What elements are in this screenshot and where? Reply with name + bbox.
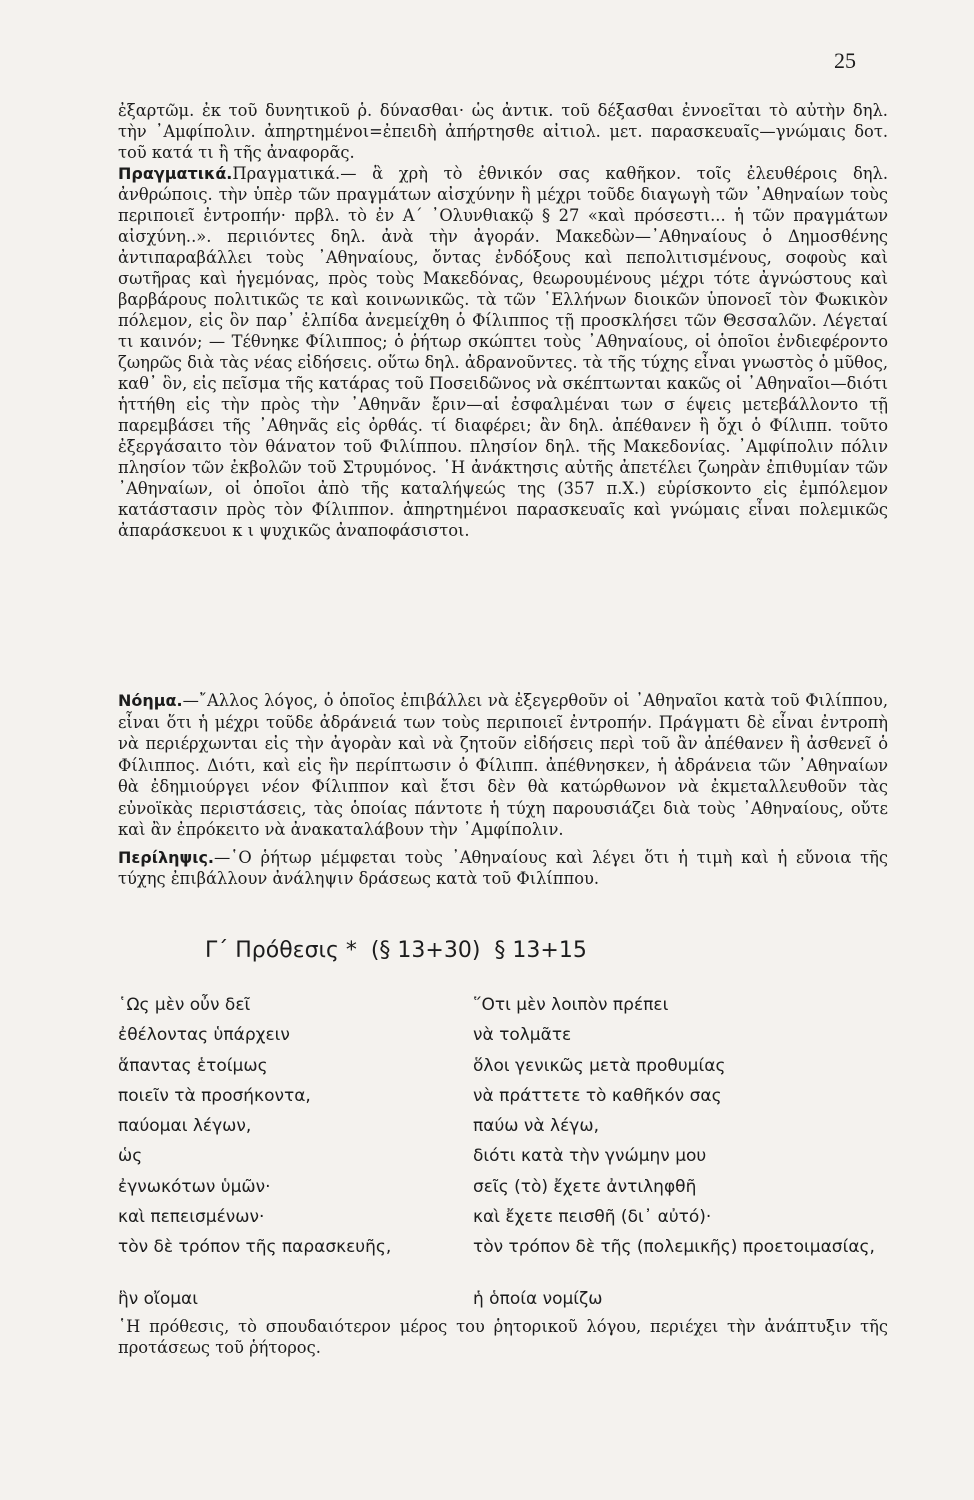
modern-text: παύω νὰ λέγω,: [473, 1116, 599, 1137]
noema-label: Νόημα.: [118, 691, 183, 710]
perilipsis-text: —῾Ο ῥήτωρ μέμφεται τοὺς ᾿Αθηναίους καὶ λέγει ὅτι ἡ τιμὴ καὶ ἡ εὔνοια τῆς τύχης ἐπιβάλλουν ἀνάληψιν δράσεως κατὰ τοῦ Φιλίππου.: [118, 847, 888, 888]
translation-row: [118, 1141, 908, 1171]
translation-row: [118, 1051, 908, 1081]
greek-text: καὶ πεπεισμένων·: [118, 1207, 265, 1228]
translation-table: [118, 990, 908, 1315]
section-heading: Γ΄ Πρόθεσις * (§ 13+30) § 13+15: [205, 938, 587, 963]
summary-section: [118, 690, 888, 896]
page-number: 25: [834, 48, 856, 73]
modern-text: σεῖς (τὸ) ἔχετε ἀντιληφθῆ: [473, 1176, 697, 1197]
notes-paragraph-1: ἐξαρτῶμ. ἐκ τοῦ δυνητικοῦ ῥ. δύνασθαι· ὡς ἀντικ. τοῦ δέξασθαι ἐννοεῖται τὸ αὐτὴν δηλ. τὴν ᾿Αμφίπολιν. ἀπηρτημένοι=ἐπειδὴ ἀπήρτησθε αἰτιολ. μετ. παρασκευαῖς—γνώμαις δοτ. τοῦ κατά τι ἢ τῆς ἀναφορᾶς.: [118, 101, 888, 162]
footnote: [118, 1316, 888, 1358]
commentary-notes: [118, 100, 888, 541]
modern-text: νὰ τολμᾶτε: [473, 1025, 572, 1046]
translation-row: [118, 1232, 908, 1284]
modern-text: καὶ ἔχετε πεισθῆ (δι᾿ αὐτό)·: [473, 1207, 712, 1228]
pragmatika-text: Πραγματικά.— ἃ χρὴ τὸ ἐθνικόν σας καθῆκον. τοῖς ἐλευθέροις δηλ. ἀνθρώποις. τὴν ὑπὲρ τῶν πραγμάτων αἰσχύνην ἢ μέχρι τοῦδε διαγωγὴ τῶν ᾿Αθηναίων τοὺς περιποιεῖ ἐντροπήν· πρβλ. τὸ ἐν Α΄ ᾿Ολυνθιακῷ § 27 «καὶ πρόσεστι... ἡ τῶν πραγμάτων αἰσχύνη..». περιιόντες δηλ. ἀνὰ τὴν ἀγοράν. Μακεδὼν—᾿Αθηναίους ὁ Δημοσθένης ἀντιπαραβάλλει τοὺς ᾿Αθηναίους, ὄντας ἐνδόξους καὶ πεπολιτισμένους, σοφοὺς καὶ σωτῆρας καὶ ἡγεμόνας, πρὸς τοὺς Μακεδόνας, θεωρουμένους μέχρι τότε ἀγνώστους καὶ βαρβάρους πολιτικῶς τε καὶ κοινωνικῶς. τὰ τῶν ῾Ελλήνων διοικῶν ὑπονοεῖ τὸν Φωκικὸν πόλεμον, εἰς ὃν παρ᾿ ἐλπίδα ἀνεμείχθη ὁ Φίλιππος τῇ προσκλήσει τῶν Θεσσαλῶν. Λέγεταί τι καινόν; — Τέθνηκε Φίλιππος; ὁ ῥήτωρ σκώπτει τοὺς ᾿Αθηναίους, οἱ ὁποῖοι ἐνδιεφέροντο ζωηρῶς διὰ τὰς νέας εἰδήσεις. οὕτω δηλ. ἀδρανοῦντες. τὰ τῆς τύχης εἶναι γνωστὸς ὁ μῦθος, καθ᾿ ὃν, εἰς πεῖσμα τῆς κατάρας τοῦ Ποσειδῶνος νὰ σκέπτωνται κακῶς οἱ ᾿Αθηναῖοι—διότι ἡττήθη εἰς τὴν πρὸς τὴν ᾿Αθηνᾶν ἔριν—αἱ ἐσφαλμέναι των σ έψεις μετεβάλλοντο τῇ παρεμβάσει τῆς ᾿Αθηνᾶς εἰς ὀρθάς. τί διαφέρει; ἂν δηλ. ἀπέθανεν ἢ ὄχι ὁ Φίλιππ. τοῦτο ἐξεργάσαιτο τὸν θάνατον τοῦ Φιλίππου. πλησίον δηλ. τῆς Μακεδονίας. ᾿Αμφίπολιν πόλιν πλησίον τῶν ἐκβολῶν τοῦ Στρυμόνος. ῾Η ἀνάκτησις αὐτῆς ἀπετέλει ζωηρὰν ἐπιθυμίαν τῶν ᾿Αθηναίων, οἱ ὁποῖοι ἀπὸ τῆς καταλήψεώς της (357 π.Χ.) εὑρίσκοντο εἰς ἐμπόλεμον κατάστασιν πρὸς τὸν Φίλιππον. ἀπηρτημένοι παρασκευαῖς καὶ γνώμαις εἶναι πολεμικῶς ἀπαράσκευοι κ ι ψυχικῶς ἀναποφάσιστοι.: [118, 164, 888, 540]
greek-text: ῾Ως μὲν οὖν δεῖ: [118, 995, 251, 1015]
translation-row: [118, 1111, 908, 1141]
greek-text: ποιεῖν τὰ προσήκοντα,: [118, 1085, 311, 1106]
noema-text: —῎Αλλος λόγος, ὁ ὁποῖος ἐπιβάλλει νὰ ἐξεγερθοῦν οἱ ᾿Αθηναῖοι κατὰ τοῦ Φιλίππου, εἶναι ὅτι ἡ μέχρι τοῦδε ἀδράνειά των τοὺς περιποιεῖ ἐντροπήν. Πράγματι δὲ εἶναι ἐντροπὴ νὰ περιέρχωνται εἰς τὴν ἀγορὰν καὶ νὰ ζητοῦν εἰδήσεις περὶ τοῦ ἂν ἀπέθανεν ἢ ἀσθενεῖ ὁ Φίλιππος. Διότι, καὶ εἰς ἣν περίπτωσιν ὁ Φίλιππ. ἀπέθνησκεν, ἡ ἀδράνεια τῶν ᾿Αθηναίων θὰ ἐδημιούργει νέον Φίλιππον καὶ ἔτσι δὲν θὰ κατώρθωνον νὰ ἐκμεταλλευθοῦν τὰς εὐνοϊκὰς περιστάσεις, τὰς ὁποίας πάντοτε ἡ τύχη παρουσιάζει διὰ τοὺς ᾿Αθηναίους, οὔτε καὶ ἂν ἐπρόκειτο νὰ ἀνακαταλάβουν τὴν ᾿Αμφίπολιν.: [118, 691, 888, 839]
footnote-text: ῾Η πρόθεσις, τὸ σπουδαιότερον μέρος του ῥητορικοῦ λόγου, περιέχει τὴν ἀνάπτυξιν τῆς προτάσεως τοῦ ῥήτορος.: [118, 1317, 888, 1357]
greek-text: παύομαι λέγων,: [118, 1116, 252, 1137]
modern-text: νὰ πράττετε τὸ καθῆκόν σας: [473, 1085, 722, 1106]
noema-paragraph: [118, 690, 888, 841]
translation-row: [118, 1081, 908, 1111]
translation-row: [118, 990, 908, 1020]
modern-text: ὅλοι γενικῶς μετὰ προθυμίας: [473, 1055, 726, 1076]
greek-text: ἣν οἴομαι: [118, 1289, 199, 1310]
notes-paragraph-2: [118, 163, 888, 541]
greek-text: ὡς: [118, 1146, 143, 1167]
greek-text: ἐθέλοντας ὑπάρχειν: [118, 1025, 290, 1046]
greek-text: τὸν δὲ τρόπον τῆς παρασκευῆς,: [118, 1237, 392, 1258]
perilipsis-paragraph: [118, 847, 888, 890]
greek-text: ἐγνωκότων ὑμῶν·: [118, 1176, 271, 1197]
modern-text: ῞Οτι μὲν λοιπὸν πρέπει: [473, 995, 669, 1015]
translation-row: [118, 1284, 908, 1314]
translation-row: [118, 1172, 908, 1202]
pragmatika-label: Πραγματικά.: [118, 164, 233, 183]
translation-row: [118, 1202, 908, 1232]
modern-text: ἡ ὁποία νομίζω: [473, 1289, 603, 1310]
translation-row: [118, 1020, 908, 1050]
modern-text: τὸν τρόπον δὲ τῆς (πολεμικῆς) προετοιμασίας,: [473, 1237, 875, 1258]
modern-text: διότι κατὰ τὴν γνώμην μου: [473, 1146, 707, 1167]
perilipsis-label: Περίληψις.: [118, 847, 214, 867]
greek-text: ἅπαντας ἑτοίμως: [118, 1055, 268, 1076]
